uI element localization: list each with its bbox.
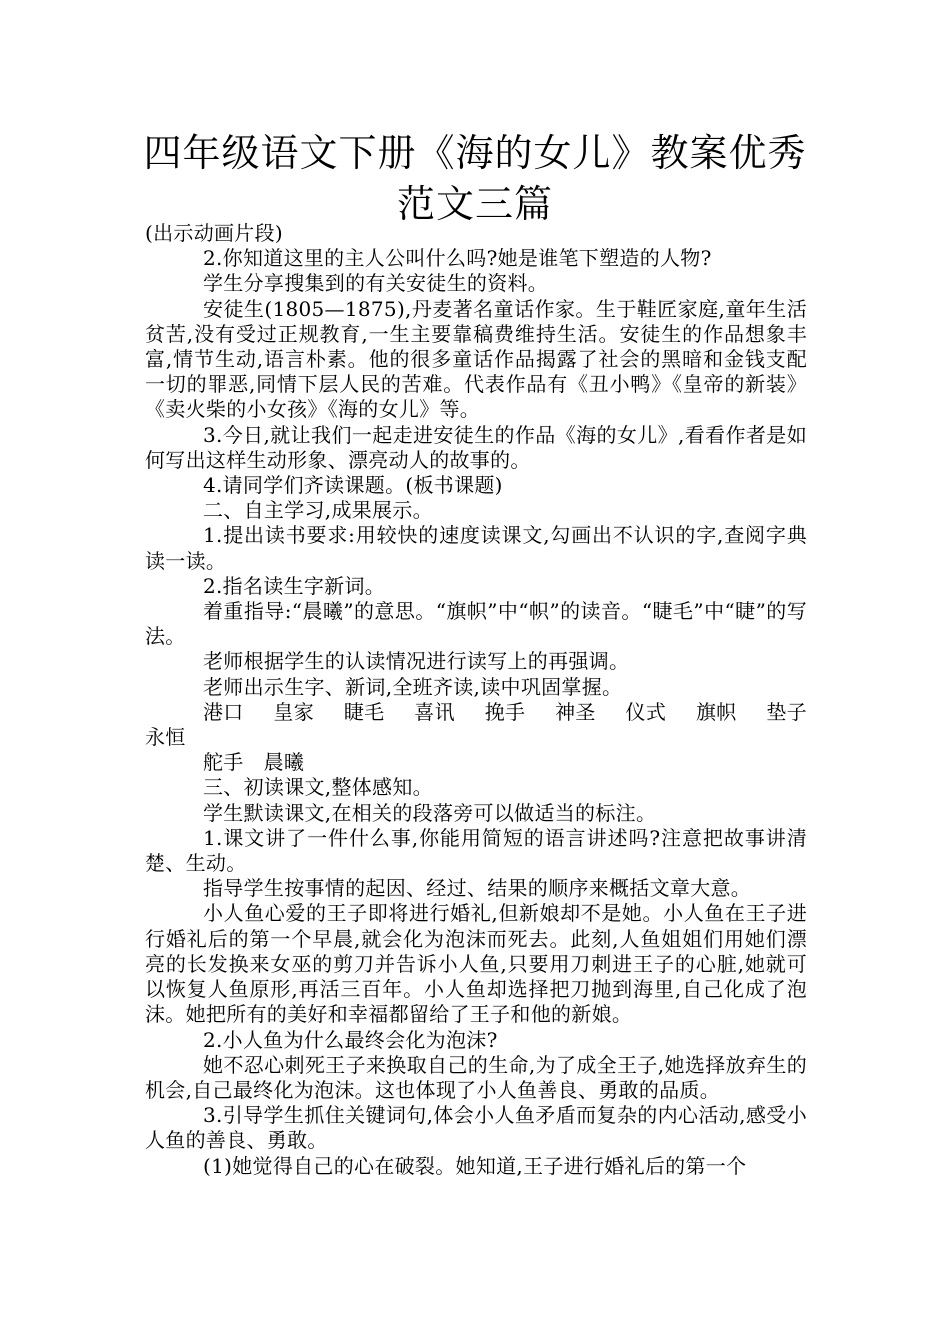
vocab-word: 挽手 xyxy=(484,699,526,724)
vocab-list-row-1 xyxy=(145,700,807,725)
document-body xyxy=(145,221,807,1179)
vocab-word: 垫子 xyxy=(766,699,807,724)
paragraph: 学生分享搜集到的有关安徒生的资料。 xyxy=(203,271,549,296)
paragraph: (出示动画片段) xyxy=(145,221,284,245)
paragraph: 2.你知道这里的主人公叫什么吗?她是谁笔下塑造的人物? xyxy=(203,246,712,271)
paragraph: 1.提出读书要求:用较快的速度读课文,勾画出不认识的字,查阅字典读一读。 xyxy=(145,523,807,573)
paragraph: 学生默读课文,在相关的段落旁可以做适当的标注。 xyxy=(203,800,657,825)
paragraph: 她不忍心刺死王子来换取自己的生命,为了成全王子,她选择放弃生的机会,自己最终化为泡沫。这也体现了小人鱼善良、勇敢的品质。 xyxy=(145,1052,807,1102)
vocab-word: 舵手 xyxy=(203,750,244,775)
paragraph: 三、初读课文,整体感知。 xyxy=(203,775,433,800)
vocab-word: 旗帜 xyxy=(695,699,737,724)
paragraph: 老师根据学生的认读情况进行读写上的再强调。 xyxy=(203,649,630,674)
vocab-word: 港口 xyxy=(203,699,244,724)
body-section-2 xyxy=(145,775,807,1178)
paragraph: 老师出示生字、新词,全班齐读,读中巩固掌握。 xyxy=(203,674,623,699)
vocab-list-row-2 xyxy=(145,750,807,775)
paragraph: 1.课文讲了一件什么事,你能用简短的语言讲述吗?注意把故事讲清楚、生动。 xyxy=(145,825,807,876)
vocab-word: 皇家 xyxy=(273,699,315,724)
paragraph: 4.请同学们齐读课题。(板书课题) xyxy=(203,473,503,498)
paragraph: 3.引导学生抓住关键词句,体会小人鱼矛盾而复杂的内心活动,感受小人鱼的善良、勇敢。 xyxy=(145,1103,807,1153)
vocab-word: 晨曦 xyxy=(263,750,305,775)
paragraph: 2.小人鱼为什么最终会化为泡沫? xyxy=(203,1027,498,1052)
paragraph: 小人鱼心爱的王子即将进行婚礼,但新娘却不是她。小人鱼在王子进行婚礼后的第一个早晨,就会化为泡沫而死去。此刻,人鱼姐姐们用她们漂亮的长发换来女巫的剪刀并告诉小人鱼,只要用刀刺进王子的心脏,她就可以恢复人鱼原形,再活三百年。小人鱼却选择把刀抛到海里,自己化成了泡沫。她把所有的美好和幸福都留给了王子和他的新娘。 xyxy=(145,901,807,1027)
paragraph: 3.今日,就让我们一起走进安徒生的作品《海的女儿》,看看作者是如何写出这样生动形象、漂亮动人的故事的。 xyxy=(145,422,807,472)
paragraph: 二、自主学习,成果展示。 xyxy=(203,498,433,523)
vocab-word: 永恒 xyxy=(145,725,186,750)
paragraph: 着重指导:“晨曦”的意思。“旗帜”中“帜”的读音。“睫毛”中“睫”的写法。 xyxy=(145,599,807,649)
paragraph: 2.指名读生字新词。 xyxy=(203,573,386,598)
paragraph: 安徒生(1805—1875),丹麦著名童话作家。生于鞋匠家庭,童年生活贫苦,没有受过正规教育,一生主要靠稿费维持生活。安徒生的作品想象丰富,情节生动,语言朴素。他的很多童话作品揭露了社会的黑暗和金钱支配一切的罪恶,同情下层人民的苦难。代表作品有《丑小鸭》《皇帝的新装》《卖火柴的小女孩》《海的女儿》等。 xyxy=(145,296,807,422)
paragraph: 指导学生按事情的起因、经过、结果的顺序来概括文章大意。 xyxy=(203,876,752,901)
paragraph: (1)她觉得自己的心在破裂。她知道,王子进行婚礼后的第一个 xyxy=(203,1153,747,1178)
vocab-word: 睫毛 xyxy=(343,699,385,724)
body-section-1 xyxy=(145,221,807,700)
vocab-word: 仪式 xyxy=(625,699,667,724)
vocab-word: 喜讯 xyxy=(414,699,455,724)
document-title: 四年级语文下册《海的女儿》教案优秀范文三篇 xyxy=(143,131,807,226)
vocab-word: 神圣 xyxy=(555,699,596,724)
